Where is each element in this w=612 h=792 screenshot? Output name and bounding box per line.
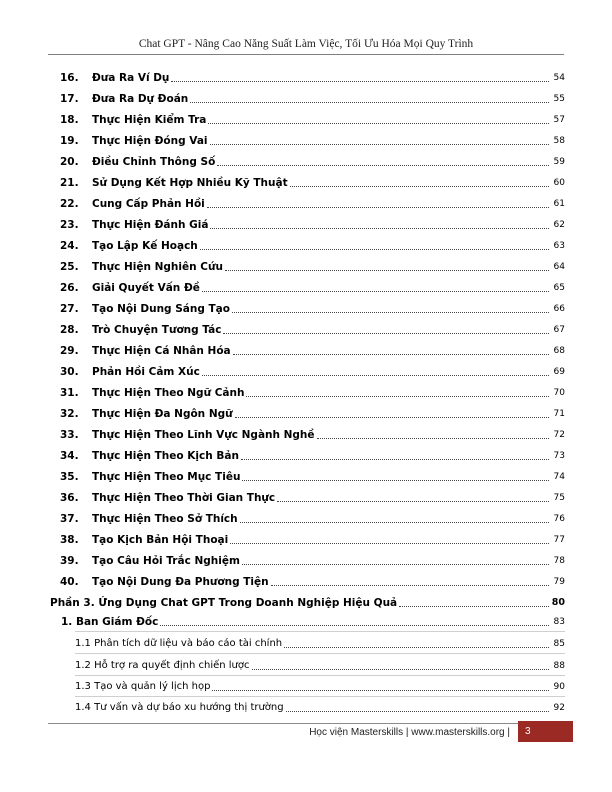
toc-entry-title: Phản Hồi Cảm Xúc [92,366,200,378]
toc-subsection[interactable] [0,659,612,673]
toc-entry-number: 40. [60,576,79,588]
toc-entry-title: Thực Hiện Cá Nhân Hóa [92,345,231,357]
toc-entry[interactable] [0,533,612,547]
toc-entry-number: 17. [60,93,79,105]
toc-subsection[interactable] [0,701,612,715]
toc-entry-title: Điều Chỉnh Thông Số [92,156,216,168]
toc-entry-page: 55 [553,94,565,104]
toc-entry-title: Thực Hiện Đa Ngôn Ngữ [92,408,233,420]
toc-subsection-page: 92 [553,703,565,713]
toc-entry[interactable] [0,71,612,85]
toc-entry[interactable] [0,554,612,568]
leader-dots [240,522,549,523]
toc-entry-title: Thực Hiện Kiểm Tra [92,114,207,126]
toc-entry[interactable] [0,428,612,442]
leader-dots [286,711,549,712]
toc-entry-page: 68 [553,346,565,356]
toc-entry[interactable] [0,344,612,358]
toc-subsection-page: 88 [553,661,565,671]
leader-dots [202,375,549,376]
toc-entry-title: Trò Chuyện Tương Tác [92,324,222,336]
toc-entry-number: 33. [60,429,79,441]
toc-entry-number: 26. [60,282,79,294]
toc-subsection-page: 90 [553,682,565,692]
toc-chapter-title: Phần 3. Ứng Dụng Chat GPT Trong Doanh Nghiệp Hiệu Quả [50,597,398,609]
toc-entry[interactable] [0,92,612,106]
leader-dots [399,606,549,607]
leader-dots [271,585,549,586]
toc-entry-number: 18. [60,114,79,126]
toc-entry-page: 64 [553,262,565,272]
toc-entry-title: Tạo Nội Dung Đa Phương Tiện [92,576,269,588]
toc-entry-title: Thực Hiện Theo Kịch Bản [92,450,239,462]
toc-entry-number: 29. [60,345,79,357]
toc-section-title: 1. Ban Giám Đốc [61,616,159,628]
toc-subsection-title: 1.4 Tư vấn và dự báo xu hướng thị trường [75,702,284,713]
toc-entry[interactable] [0,218,612,232]
leader-dots [217,165,549,166]
leader-dots [200,249,549,250]
leader-dots [202,291,549,292]
toc-entry-number: 39. [60,555,79,567]
leader-dots [210,144,549,145]
toc-entry[interactable] [0,386,612,400]
leader-dots [230,543,549,544]
header-divider [48,54,564,55]
toc-entry[interactable] [0,470,612,484]
toc-entry-number: 31. [60,387,79,399]
toc-entry-number: 25. [60,261,79,273]
toc-entry-title: Thực Hiện Theo Thời Gian Thực [92,492,276,504]
toc-entry-page: 54 [553,73,565,83]
toc-entry[interactable] [0,155,612,169]
toc-entry[interactable] [0,197,612,211]
toc-entry-number: 19. [60,135,79,147]
toc-entry-title: Thực Hiện Theo Lĩnh Vực Ngành Nghề [92,429,315,441]
subsection-divider [75,631,565,632]
toc-subsection[interactable] [0,637,612,651]
toc-entry-page: 65 [553,283,565,293]
toc-entry-number: 27. [60,303,79,315]
toc-entry-number: 28. [60,324,79,336]
footer-divider [48,723,518,724]
toc-subsection-page: 85 [553,639,565,649]
subsection-divider [75,675,565,676]
toc-entry-page: 61 [553,199,565,209]
toc-entry-page: 57 [553,115,565,125]
toc-entry[interactable] [0,491,612,505]
toc-entry-title: Tạo Câu Hỏi Trắc Nghiệm [92,555,240,567]
leader-dots [210,228,549,229]
toc-entry-page: 72 [553,430,565,440]
toc-entry-page: 79 [553,577,565,587]
toc-entry-title: Cung Cấp Phản Hồi [92,198,205,210]
leader-dots [207,207,549,208]
footer-credit: Học viện Masterskills | www.masterskills.org | [309,727,510,738]
toc-entry-page: 60 [553,178,565,188]
toc-entry[interactable] [0,176,612,190]
toc-entry-page: 63 [553,241,565,251]
toc-entry-page: 75 [553,493,565,503]
page-number-badge: 3 [518,721,573,742]
toc-entry-title: Thực Hiện Theo Mục Tiêu [92,471,241,483]
toc-section[interactable] [0,615,612,629]
toc-entry-title: Giải Quyết Vấn Đề [92,282,200,294]
leader-dots [242,564,549,565]
leader-dots [246,396,549,397]
toc-chapter-page: 80 [551,597,565,608]
toc-entry-title: Thực Hiện Đánh Giá [92,219,209,231]
toc-entry[interactable] [0,134,612,148]
toc-subsection-title: 1.1 Phân tích dữ liệu và báo cáo tài chính [75,638,283,649]
toc-entry-title: Sử Dụng Kết Hợp Nhiều Kỹ Thuật [92,177,288,189]
toc-entry-title: Thực Hiện Theo Ngữ Cảnh [92,387,245,399]
leader-dots [208,123,549,124]
leader-dots [233,354,549,355]
toc-entry-number: 16. [60,72,79,84]
toc-entry-page: 73 [553,451,565,461]
leader-dots [284,647,549,648]
toc-entry-page: 71 [553,409,565,419]
toc-entry-title: Thực Hiện Nghiên Cứu [92,261,223,273]
leader-dots [232,312,549,313]
toc-entry[interactable] [0,239,612,253]
toc-entry-number: 37. [60,513,79,525]
leader-dots [171,81,549,82]
toc-subsection[interactable] [0,680,612,694]
subsection-divider [75,696,565,697]
toc-entry-number: 32. [60,408,79,420]
toc-entry-title: Tạo Lập Kế Hoạch [92,240,198,252]
toc-subsection-title: 1.3 Tạo và quản lý lịch họp [75,681,211,692]
toc-entry-number: 20. [60,156,79,168]
toc-entry-page: 74 [553,472,565,482]
toc-entry-number: 23. [60,219,79,231]
leader-dots [252,669,550,670]
toc-entry[interactable] [0,113,612,127]
leader-dots [190,102,549,103]
toc-entry-title: Đưa Ra Ví Dụ [92,72,170,84]
toc-entry-page: 69 [553,367,565,377]
toc-entry[interactable] [0,365,612,379]
toc-entry[interactable] [0,512,612,526]
toc-entry-page: 70 [553,388,565,398]
toc-entry-number: 24. [60,240,79,252]
toc-entry-title: Thực Hiện Đóng Vai [92,135,208,147]
leader-dots [223,333,549,334]
toc-entry-title: Tạo Nội Dung Sáng Tạo [92,303,230,315]
toc-entry-page: 58 [553,136,565,146]
toc-entry-number: 30. [60,366,79,378]
toc-entry-number: 38. [60,534,79,546]
leader-dots [235,417,549,418]
leader-dots [225,270,549,271]
toc-entry-page: 62 [553,220,565,230]
subsection-divider [75,653,565,654]
toc-entry-title: Đưa Ra Dự Đoán [92,93,189,105]
toc-entry-page: 78 [553,556,565,566]
toc-subsection-title: 1.2 Hỗ trợ ra quyết định chiến lược [75,660,250,671]
toc-entry-number: 36. [60,492,79,504]
leader-dots [160,625,549,626]
toc-entry[interactable] [0,449,612,463]
toc-chapter[interactable] [0,596,612,610]
toc-entry-number: 34. [60,450,79,462]
toc-entry-page: 59 [553,157,565,167]
leader-dots [277,501,549,502]
toc-entry-page: 77 [553,535,565,545]
toc-entry[interactable] [0,281,612,295]
leader-dots [290,186,549,187]
leader-dots [317,438,549,439]
toc-entry-title: Thực Hiện Theo Sở Thích [92,513,238,525]
toc-entry[interactable] [0,407,612,421]
leader-dots [212,690,549,691]
toc-entry-number: 35. [60,471,79,483]
toc-entry-page: 67 [553,325,565,335]
toc-entry-title: Tạo Kịch Bản Hội Thoại [92,534,229,546]
running-header: Chat GPT - Nâng Cao Năng Suất Làm Việc, Tối Ưu Hóa Mọi Quy Trình [138,38,474,50]
leader-dots [241,459,549,460]
toc-section-page: 83 [553,617,565,627]
leader-dots [242,480,549,481]
toc-entry[interactable] [0,323,612,337]
toc-entry-number: 21. [60,177,79,189]
toc-entry-page: 66 [553,304,565,314]
toc-entry-number: 22. [60,198,79,210]
toc-entry[interactable] [0,260,612,274]
toc-entry[interactable] [0,302,612,316]
toc-entry[interactable] [0,575,612,589]
toc-entry-page: 76 [553,514,565,524]
